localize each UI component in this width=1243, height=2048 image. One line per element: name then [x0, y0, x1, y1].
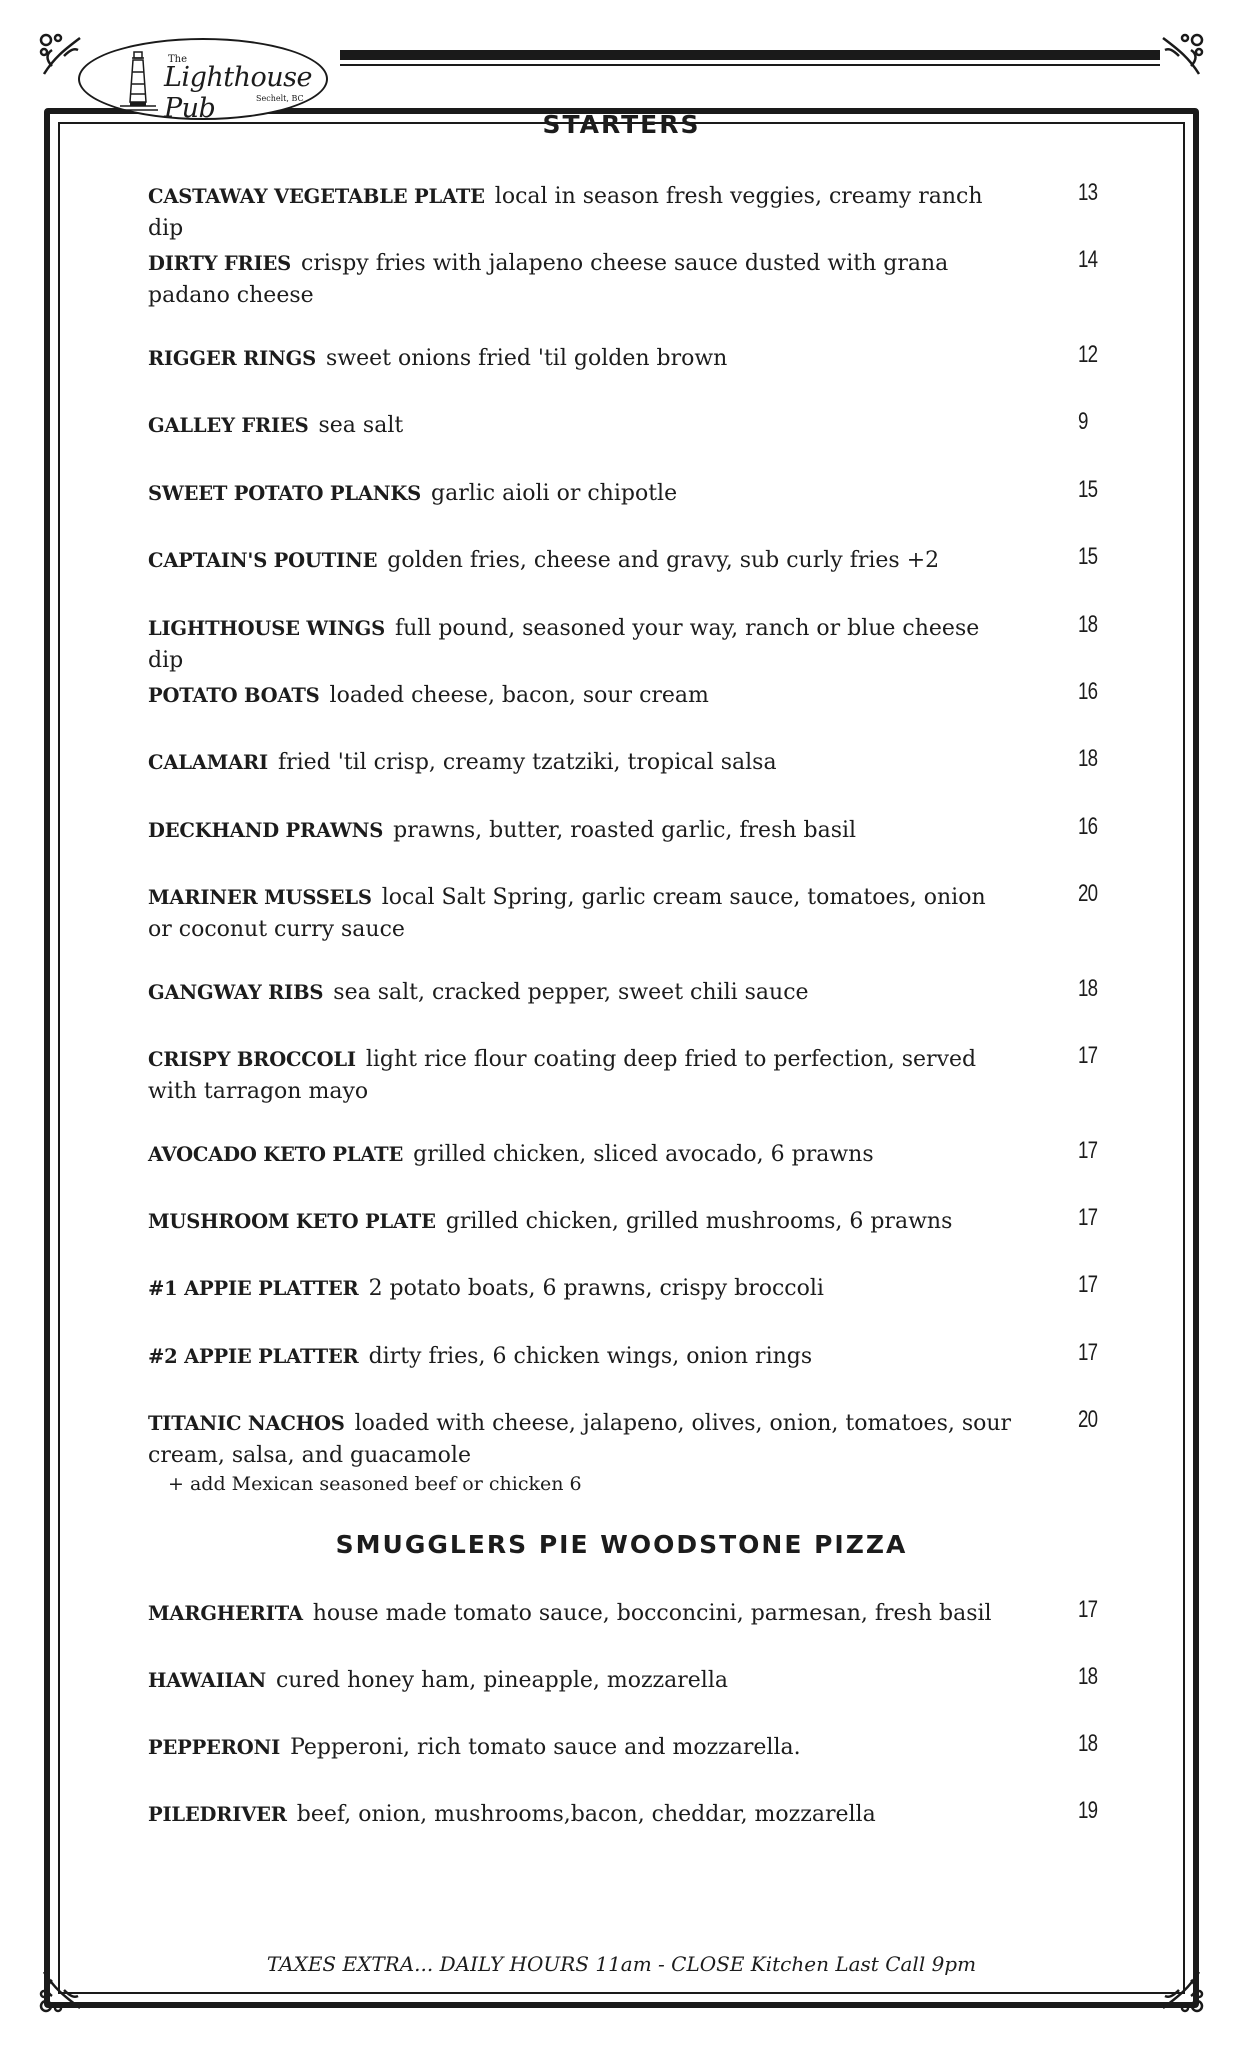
item-name: #2 APPIE PLATTER — [148, 1345, 359, 1368]
item-description: fried 'til crisp, creamy tzatziki, tropical salsa — [277, 750, 777, 775]
item-description: loaded with cheese, jalapeno, olives, onion, tomatoes, sour cream, salsa, and guacamole — [148, 1411, 1012, 1468]
item-price: 18 — [1078, 745, 1098, 772]
item-name: LIGHTHOUSE WINGS — [148, 617, 385, 640]
item-description: garlic aioli or chipotle — [431, 481, 678, 506]
item-name: TITANIC NACHOS — [148, 1412, 345, 1435]
item-description: sea salt, cracked pepper, sweet chili sauce — [333, 980, 809, 1005]
item-description: grilled chicken, sliced avocado, 6 prawns — [413, 1142, 874, 1167]
footer-hours-note: TAXES EXTRA... DAILY HOURS 11am - CLOSE Kitchen Last Call 9pm — [266, 1952, 977, 1976]
item-name: HAWAIIAN — [148, 1669, 266, 1692]
item-price: 12 — [1078, 341, 1098, 368]
item-name: CAPTAIN'S POUTINE — [148, 549, 378, 572]
item-price: 14 — [1078, 246, 1098, 273]
item-name: MARGHERITA — [148, 1602, 303, 1625]
item-price: 17 — [1078, 1339, 1098, 1366]
item-description: house made tomato sauce, bocconcini, parmesan, fresh basil — [312, 1601, 992, 1626]
logo-location-text: Sechelt, BC — [256, 94, 304, 103]
item-description: full pound, seasoned your way, ranch or blue cheese dip — [148, 616, 980, 673]
floral-ornament-icon — [1153, 28, 1209, 84]
item-name: CRISPY BROCCOLI — [148, 1048, 356, 1071]
item-name: PEPPERONI — [148, 1736, 281, 1759]
item-description: golden fries, cheese and gravy, sub curly fries +2 — [387, 548, 940, 573]
item-price: 18 — [1078, 1663, 1098, 1690]
item-name: PILEDRIVER — [148, 1803, 287, 1826]
item-price: 13 — [1078, 179, 1098, 206]
item-addon: + add Mexican seasoned beef or chicken 6 — [168, 1473, 582, 1495]
item-price: 18 — [1078, 975, 1098, 1002]
item-price: 17 — [1078, 1042, 1098, 1069]
item-name: MARINER MUSSELS — [148, 886, 372, 909]
logo-the-text: The — [168, 54, 188, 65]
item-name: #1 APPIE PLATTER — [148, 1277, 359, 1300]
item-description: cured honey ham, pineapple, mozzarella — [275, 1668, 728, 1693]
item-description: Pepperoni, rich tomato sauce and mozzarella. — [290, 1735, 801, 1760]
item-price: 16 — [1078, 678, 1098, 705]
item-price: 17 — [1078, 1596, 1098, 1623]
item-price: 20 — [1078, 880, 1098, 907]
item-description: crispy fries with jalapeno cheese sauce dusted with grana padano cheese — [148, 251, 949, 308]
item-price: 15 — [1078, 476, 1098, 503]
item-price: 19 — [1078, 1797, 1098, 1824]
item-name: POTATO BOATS — [148, 684, 320, 707]
lighthouse-icon — [118, 48, 158, 112]
item-description: 2 potato boats, 6 prawns, crispy broccoli — [368, 1276, 824, 1301]
item-description: prawns, butter, roasted garlic, fresh basil — [393, 818, 857, 843]
item-price: 17 — [1078, 1271, 1098, 1298]
item-name: GALLEY FRIES — [148, 414, 309, 437]
item-price: 18 — [1078, 611, 1098, 638]
item-price: 17 — [1078, 1137, 1098, 1164]
item-description: local Salt Spring, garlic cream sauce, tomatoes, onion or coconut curry sauce — [148, 885, 986, 942]
item-description: loaded cheese, bacon, sour cream — [329, 683, 709, 708]
item-name: CASTAWAY VEGETABLE PLATE — [148, 185, 485, 208]
item-price: 16 — [1078, 813, 1098, 840]
item-name: CALAMARI — [148, 751, 268, 774]
item-name: MUSHROOM KETO PLATE — [148, 1210, 436, 1233]
lighthouse-pub-logo — [78, 38, 328, 124]
item-name: DECKHAND PRAWNS — [148, 819, 384, 842]
item-name: GANGWAY RIBS — [148, 981, 324, 1004]
frame-top-bar — [340, 50, 1160, 60]
starters-heading: STARTERS — [542, 110, 701, 139]
frame-top-rule — [340, 64, 1160, 66]
item-description: light rice flour coating deep fried to perfection, served with tarragon mayo — [148, 1047, 977, 1104]
item-description: local in season fresh veggies, creamy ranch dip — [148, 184, 983, 241]
pizza-heading: SMUGGLERS PIE WOODSTONE PIZZA — [335, 1530, 908, 1559]
logo-name-text: Lighthouse Pub — [164, 62, 312, 124]
item-price: 9 — [1078, 408, 1088, 435]
item-price: 17 — [1078, 1204, 1098, 1231]
item-name: SWEET POTATO PLANKS — [148, 482, 422, 505]
item-description: beef, onion, mushrooms,bacon, cheddar, mozzarella — [296, 1802, 876, 1827]
item-price: 20 — [1078, 1406, 1098, 1433]
item-name: RIGGER RINGS — [148, 347, 316, 370]
item-description: sweet onions fried 'til golden brown — [325, 346, 728, 371]
item-price: 15 — [1078, 543, 1098, 570]
item-name: AVOCADO KETO PLATE — [148, 1143, 404, 1166]
item-description: sea salt — [318, 413, 404, 438]
item-description: dirty fries, 6 chicken wings, onion rings — [368, 1344, 813, 1369]
item-price: 18 — [1078, 1730, 1098, 1757]
item-description: grilled chicken, grilled mushrooms, 6 prawns — [445, 1209, 953, 1234]
item-name: DIRTY FRIES — [148, 252, 292, 275]
